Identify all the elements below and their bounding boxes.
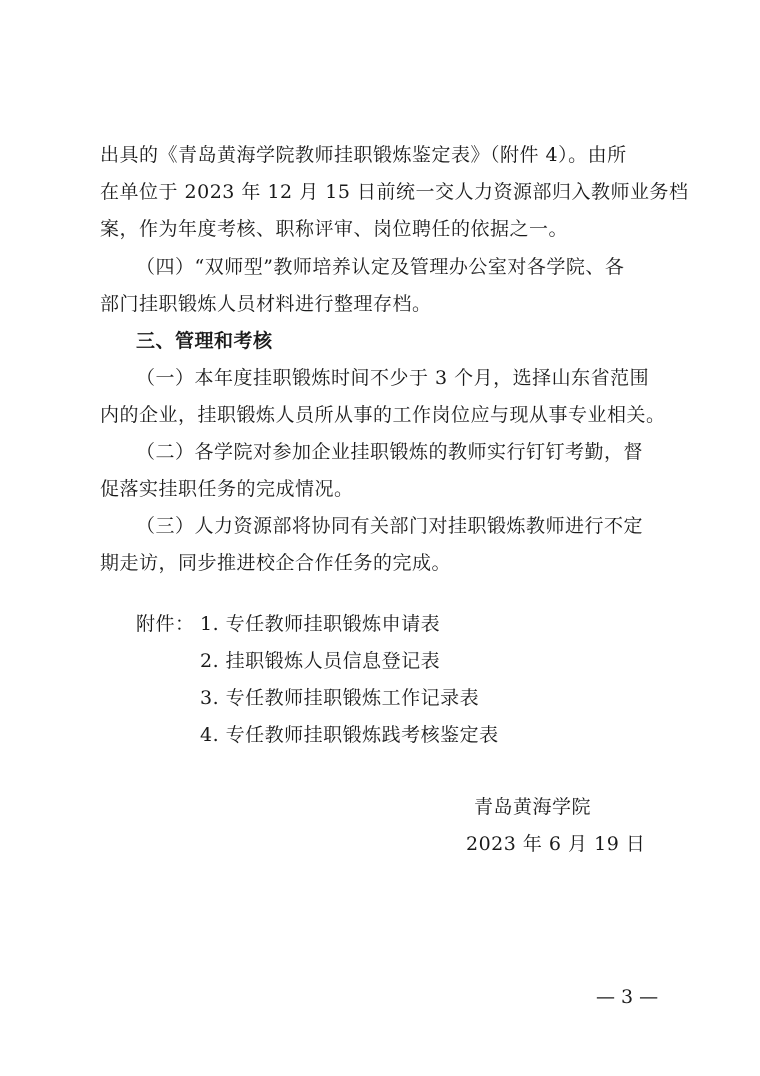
item2-line1: （二）各学院对参加企业挂职锻炼的教师实行钉钉考勤，督 <box>136 441 644 463</box>
para1-line1: 出具的《青岛黄海学院教师挂职锻炼鉴定表》（附件 4）。由所 <box>100 144 627 166</box>
signature-date: 2023 年 6 月 19 日 <box>466 833 646 855</box>
section-heading: 三、管理和考核 <box>136 330 273 352</box>
para1-line2: 在单位于 2023 年 12 月 15 日前统一交人力资源部归入教师业务档 <box>100 181 689 203</box>
item2-line2: 促落实挂职任务的完成情况。 <box>100 478 354 500</box>
attachment-item: 1. 专任教师挂职锻炼申请表 <box>200 613 441 635</box>
para1-line3: 案，作为年度考核、职称评审、岗位聘任的依据之一。 <box>100 218 569 240</box>
item1-line2: 内的企业，挂职锻炼人员所从事的工作岗位应与现从事专业相关。 <box>100 404 666 426</box>
item1-line1: （一）本年度挂职锻炼时间不少于 3 个月，选择山东省范围 <box>136 367 650 389</box>
signature-org: 青岛黄海学院 <box>474 796 592 818</box>
page-number: — 3 — <box>596 986 659 1008</box>
attachment-item: 3. 专任教师挂职锻炼工作记录表 <box>200 687 480 709</box>
item3-line1: （三）人力资源部将协同有关部门对挂职锻炼教师进行不定 <box>136 515 644 537</box>
para2-line2: 部门挂职锻炼人员材料进行整理存档。 <box>100 293 432 315</box>
attachment-item: 2. 挂职锻炼人员信息登记表 <box>200 650 441 672</box>
para2-line1: （四）“双师型”教师培养认定及管理办公室对各学院、各 <box>136 256 625 278</box>
item3-line2: 期走访，同步推进校企合作任务的完成。 <box>100 552 452 574</box>
attachments-label: 附件： <box>136 613 195 635</box>
attachment-item: 4. 专任教师挂职锻炼践考核鉴定表 <box>200 724 499 746</box>
